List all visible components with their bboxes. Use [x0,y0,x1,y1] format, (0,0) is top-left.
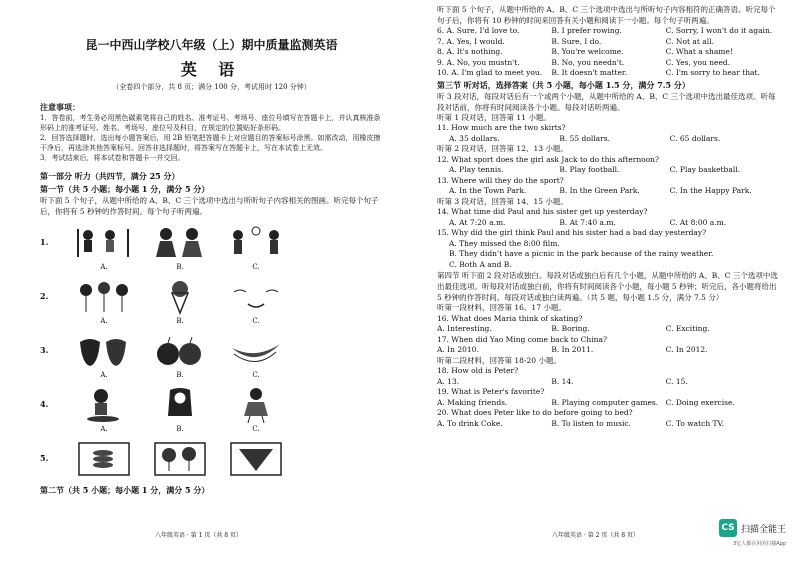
question-15: 15. Why did the girl think Paul and his sister had a bad day yesterday? [437,228,707,237]
question-14: 14. What time did Paul and his sister get up yesterday? [437,207,648,216]
question-20-options [437,419,780,430]
option-c: C. Yes, you need. [665,57,731,67]
option-a: 6. A. Sure, I'd love to. [437,26,520,35]
option-a: A. At 7:20 a.m. [449,217,506,227]
option-a: A. 13. [437,376,460,386]
question-16-options [437,324,780,335]
page-footer: 八年级英语 · 第 2 页（共 8 页） [552,532,639,539]
option-b: B. 14. [551,376,574,386]
option-a: 8. A. It's nothing. [437,47,503,56]
option-b: B. Sure, I do. [551,36,602,46]
section3-title: 第三节 听对话，选择答案（共 5 小题，每小题 1.5 分，满分 7.5 分） [437,79,690,90]
material-2-note: 听第二段材料，回答第 18-20 小题。 [437,355,561,365]
strawberries-icon [66,331,142,371]
option-b: B. At 7:40 a.m. [559,217,616,227]
cake-picture-icon [218,439,294,479]
option-label: B. [176,317,184,325]
question-17-options [437,345,780,356]
option-c: C. 15. [665,376,688,386]
question-12-options [437,165,780,176]
watermark-name: 扫描全能王 [740,524,786,535]
option-c: C. Sorry, I won't do it again. [665,26,773,35]
exam-meta: （全卷四个部分，共 8 页；满分 100 分，考试用时 120 分钟） [112,83,311,91]
dialog-1-note: 听第 1 段对话，回答第 11 小题。 [437,112,551,122]
option-b: B. You're welcome. [551,47,624,56]
question-12: 12. What sport does the girl ask Jack to do this afternoon? [437,154,660,164]
option-b: B. No, you needn't. [551,57,625,67]
option-a: A. In 2010. [437,345,479,354]
material-1-note: 听第一段材料，回答第 16、17 小题。 [437,303,566,312]
picture-question-3 [40,331,383,379]
section1-title: 第一节（共 5 小题；每小题 1 分，满分 5 分） [40,184,210,194]
option-a: A. 35 dollars. [449,133,500,143]
option-label: A. [100,425,108,433]
option-b: B. Boring. [551,324,590,333]
subject-heading: 英 语 [180,60,243,79]
flowers-icon [66,277,142,317]
part1-title: 第一部分 听力（共四节，满分 25 分） [40,171,180,181]
option-a: A. Play tennis. [449,165,504,174]
question-19: 19. What is Peter's favorite? [437,387,545,396]
question-13-options [437,186,780,197]
ice-cream-icon [142,277,218,317]
trees-picture-icon [142,439,218,479]
question-17: 17. When did Yao Ming come back to China? [437,334,607,344]
notes-heading: 注意事项： [40,102,80,112]
option-a: A. Interesting. [437,324,492,333]
option-a: A. In the Town Park. [449,186,527,195]
scanner-watermark [719,519,786,537]
option-c: C. In the Happy Park. [669,186,752,195]
apples-icon [142,331,218,371]
option-b: B. Play football. [559,165,620,174]
girl-dancing-icon [218,385,294,425]
option-label: A. [100,317,108,325]
dialog-2-note: 听第 2 段对话，回答第 12、13 小题。 [437,144,568,153]
girl-cooking-icon [66,385,142,425]
kids-playing-ball-icon [218,223,294,263]
watermark-tagline: 3亿人都在用的扫描App [733,541,786,547]
option-label: A. [100,371,108,379]
question-number: 2. [40,291,49,301]
section2-title: 第二节（共 5 小题；每小题 1 分，满分 5 分） [40,485,210,495]
option-label: B. [176,263,184,271]
option-a: 10. A. I'm glad to meet you. [437,68,543,77]
option-a: A. To drink Coke. [437,418,503,428]
option-b: B. I prefer rowing. [551,26,622,35]
option-label: A. [100,263,108,271]
right-page [397,0,794,561]
option-c: C. Play basketball. [669,165,741,174]
coins-picture-icon [66,439,142,479]
note-item: 2．回答选择题时，选出每小题答案后，用 2B 铅笔把答题卡上对应题目的答案标号涂黑。如需改动，用橡皮擦干净后，再选涂其他答案标号。回答非选择题时，将答案写在答题卡上，写在本试卷上无效。 [40,134,381,152]
section2-instructions: 听下面 5 个句子，从题中所给的 A、B、C 三个选项中选出与所听句子内容相符的正确答语。听完每个句子后，你将有 10 秒钟的时间来回答有关小题和阅读下一小题。每个句子听两遍。 [437,5,776,25]
girl-long-hair-icon [142,385,218,425]
option-c: C. At 8:00 a.m. [669,217,727,227]
option-b: B. 55 dollars. [559,133,610,143]
question-number: 3. [40,345,49,355]
option-c: C. Both A and B. [449,259,512,269]
option-c: C. Exciting. [665,324,710,333]
option-a: 7. A. Yes, I would. [437,36,505,46]
option-b: B. Playing computer games. [551,397,659,407]
question-18-options [437,377,780,388]
option-b: B. It doesn't matter. [551,68,628,77]
option-c: C. Not at all. [665,36,714,46]
question-10 [437,68,780,79]
kids-jumping-icon [66,223,142,263]
option-label: C. [252,425,260,433]
option-label: C. [252,371,260,379]
note-item: 1．答卷前，考生务必用黑色碳素笔将自己的姓名、准考证号、考场号、座位号填写在答题卡上，并认真核准条形码上的准考证号、姓名、考场号、座位号及科目，在规定的位置贴好条形码。 [40,114,381,132]
option-c: C. To watch TV. [665,418,725,428]
question-18: 18. How old is Peter? [437,366,519,375]
question-7 [437,37,780,48]
option-a: 9. A. No, you mustn't. [437,57,520,67]
exam-title: 昆一中西山学校八年级（上）期中质量监测英语 [85,38,338,52]
question-11: 11. How much are the two skirts? [437,123,566,132]
dialog-3-note: 听第 3 段对话，回答第 14、15 小题。 [437,196,568,206]
picture-question-1 [40,223,383,271]
question-6 [437,26,780,37]
option-label: C. [252,263,260,271]
option-b: B. They didn't have a picnic in the park because of the rainy weather. [449,249,714,258]
picture-question-4 [40,385,383,433]
picture-question-5 [40,439,383,479]
section4-title: 第四节 听下面 2 段对话或独白。每段对话或独白后有几个小题，从题中所给的 A、B、C 三个选项中选出最佳选项。听每段对话或独白前，你将有时间阅读各个小题，每小题 5 秒钟；听完后，各小题将给出 5 秒钟的作答时间。每段对话或独白读两遍。（共 5 题，每小题 1.5 分，满分 7.5 分） [437,271,778,302]
question-9 [437,58,780,69]
option-c: C. What a shame! [665,47,733,56]
kids-running-icon [142,223,218,263]
page-footer: 八年级英语 · 第 1 页（共 8 页） [155,532,242,539]
section3-instructions: 听 3 段对话，每段对话后有一个或两个小题，从题中所给的 A、B、C 三个选项中选出最佳选项。听每段对话前，你将有时间阅读各个小题。每段对话听两遍。 [437,91,776,112]
option-label: B. [176,371,184,379]
option-c: C. In 2012. [665,345,708,354]
option-c: C. Doing exercise. [665,397,735,407]
section1-instructions: 听下面 5 个句子，从题中所给的 A、B、C 三个选项中选出与所听句子内容相关的图画。听完每个句子后，你将有 5 秒钟的作答时间。每个句子听两遍。 [40,196,379,216]
option-a: A. They missed the 8:00 film. [449,238,560,248]
smiling-face-icon [218,277,294,317]
question-14-options [437,218,780,229]
question-number: 4. [40,399,49,409]
option-c: C. 65 dollars. [669,133,721,143]
question-19-options [437,398,780,409]
question-15-options [437,239,780,271]
option-c: C. I'm sorry to hear that. [665,68,760,77]
option-label: C. [252,317,260,325]
question-20: 20. What does Peter like to do before going to bed? [437,408,633,417]
question-11-options [437,134,780,145]
option-label: B. [176,425,184,433]
note-item: 3．考试结束后，将本试卷和答题卡一并交回。 [40,154,185,162]
question-number: 1. [40,237,49,247]
question-13: 13. Where will they do the sport? [437,175,564,185]
question-16: 16. What does Maria think of skating? [437,313,583,323]
option-a: A. Making friends. [437,397,508,407]
cs-logo-icon: CS [719,519,737,537]
picture-question-2 [40,277,383,325]
question-number: 5. [40,453,49,463]
option-b: B. In the Green Park. [559,186,640,195]
bananas-icon [218,331,294,371]
option-b: B. To listen to music. [551,418,631,428]
question-8 [437,47,780,58]
option-b: B. In 2011. [551,345,594,354]
